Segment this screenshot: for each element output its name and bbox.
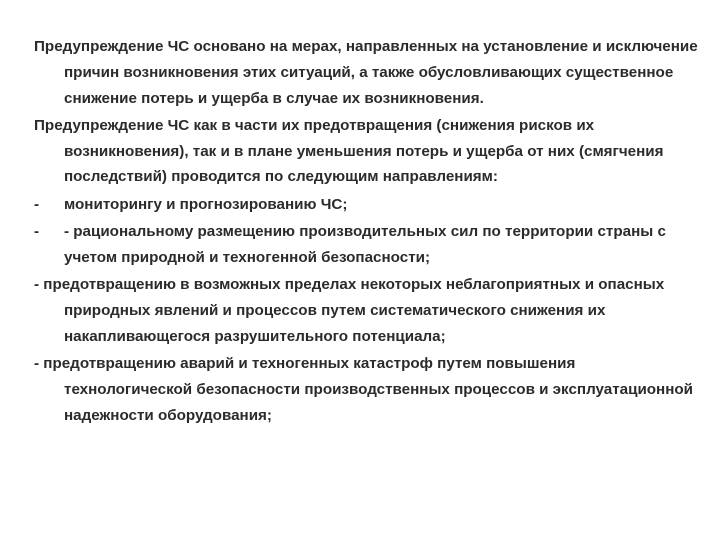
bullet-item-1 (34, 192, 700, 218)
bullet-marker: - (34, 195, 40, 213)
bullet-text: мониторингу и прогнозированию ЧС; (64, 195, 348, 213)
bullet-marker: - (34, 223, 40, 241)
slide-text-body (34, 34, 700, 430)
paragraph-2: Предупреждение ЧС как в части их предотвращения (снижения рисков их возникновения), так и в плане уменьшения потерь и ущерба от них (смягчения последствий) проводится по следующим направлениям: (34, 116, 664, 186)
bullet-item-2 (34, 219, 700, 271)
bullet-text: - рациональному размещению производительных сил по территории страны с учетом природной и техногенной безопасности; (64, 223, 666, 266)
paragraph-1: Предупреждение ЧС основано на мерах, направленных на установление и исключение причин возникновения этих ситуаций, а также обусловливающих существенное снижение потерь и ущерба в случае их возникновения. (34, 38, 698, 107)
paragraph-4: - предотвращению аварий и техногенных катастроф путем повышения технологической безопасности производственных процессов и эксплуатационной надежности оборудования; (34, 355, 694, 424)
paragraph-3: - предотвращению в возможных пределах некоторых неблагоприятных и опасных природных явлений и процессов путем систематического снижения их накапливающегося разрушительного потенциала; (34, 276, 665, 345)
